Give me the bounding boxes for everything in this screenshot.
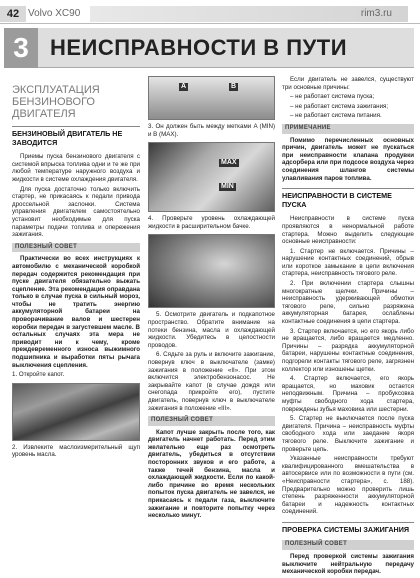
cause-item: – не работает система питания. (290, 112, 382, 120)
header-rule (0, 23, 420, 24)
paragraph: 5. Стартер не выключается после пуска двигателя. Причина – неисправность муфты свободного хода или заедание якоря тягового реле. Выключите зажигание и проверьте цепь. (282, 415, 414, 453)
section-title: ЭКСПЛУАТАЦИЯ БЕНЗИНОВОГО ДВИГАТЕЛЯ (12, 84, 100, 120)
step-caption: 3. Он должен быть между метками A (MIN) и B (MAX). (148, 123, 275, 138)
note-text: Помимо перечисленных основных причин, двигатель может не пускаться при неисправности клапана продувки адсорбера или при подсосе воздуха через соединения шлангов системы улавливания паров топлива. (282, 136, 414, 182)
step-caption: 4. Проверьте уровень охлаждающей жидкости в расширительном бачке. (148, 215, 275, 230)
paragraph: Указанные неисправности требуют квалифицированного вмешательства в автосервисе или по возможности в пути (см. «Неисправности стартера», с. 188). Предварительно можно проверить лишь степень разряженности аккумуляторной батареи и надежность контактных соединений. (282, 455, 414, 516)
useful-tip-text: Практически во всех инструкциях к автомобилю с механической коробкой передач содержится рекомендация при пуске двигателя обязательно выжать сцепление. Эта рекомендация оправдана только в случае пуска в сильный мороз, чтобы не тратить энергию аккумуляторной батареи на проворачивание валов и шестерен коробки передач в загустевшем масле. В остальных случаях эта мера не приводит ни к чему, кроме преждевременного износа выжимного подшипника и выработки пяты рычага выключения сцепления. (12, 255, 140, 369)
note-label: ПРИМЕЧАНИЕ (282, 124, 414, 134)
paragraph: Если двигатель не завелся, существуют три основные причины: (282, 76, 414, 91)
chapter-title: НЕИСПРАВНОСТИ В ПУТИ (50, 35, 348, 60)
paragraph: 6. Сядьте за руль и включите зажигание, повернув ключ в выключателе (замке) зажигания в положение «II». При этом включится электробензонасос. Не закрывайте капот (в случае дождя или снегопада прикройте его), пустите двигатель, повернув ключ в выключателе зажигания в положение «III». (148, 351, 275, 412)
chapter-banner (4, 28, 414, 68)
cause-item: – не работает система пуска; (290, 93, 375, 101)
paragraph: Для пуска достаточно только включить стартер, не прикасаясь к педали привода дроссельной заслонки. Система управления двигателем самостоятельно установит необходимые для пуска параметры подачи топлива и опережения зажигания. (12, 185, 140, 239)
step-caption: 1. Откройте капот. (12, 371, 65, 379)
useful-tip-label: ПОЛЕЗНЫЙ СОВЕТ (148, 416, 275, 426)
step-caption: 2. Извлеките маслоизмерительный щуп уровень масла. (12, 443, 140, 459)
paragraph: Неисправности в системе пуска проявляются в ненормальной работе стартера. Можно выделить следующие основные неисправности: (282, 215, 414, 246)
photo-label-a: A (181, 83, 187, 90)
engine-bay-photo (148, 234, 275, 308)
useful-tip-label: ПОЛЕЗНЫЙ СОВЕТ (12, 243, 140, 253)
paragraph: 3. Стартер включается, но его якорь либо не вращается, либо вращается медленно. Причины – разрядка аккумуляторной батареи, нарушены контактные соединения, подгорели контакты тягового реле, загрязнен коллектор или изношены щетки. (282, 327, 414, 373)
useful-tip-text: Капот лучше закрыть после того, как двигатель начнет работать. Перед этим желательно еще раз осмотреть двигатель, убедиться в отсутствии посторонних звуков и его работе, а также течей бензина, масла и охлаждающей жидкости. Если по какой-либо причине во время нескольких попыток пуска двигатель не завелся, не прикасаясь к педали газа, выключите зажигание и повторите попытку через несколько минут. (148, 428, 275, 520)
cause-item: – не работает система зажигания; (290, 102, 389, 110)
dipstick-photo (148, 76, 275, 120)
column-2 (148, 76, 275, 522)
column-3 (282, 76, 414, 578)
model-name: Volvo XC90 (28, 8, 81, 19)
paragraph: 5. Осмотрите двигатель и подкапотное пространство. Обратите внимание на потеки бензина, масла и охлаждающей жидкости. Убедитесь в целостности проводов. (148, 311, 275, 349)
photo-label-b: B (231, 83, 237, 90)
subsection-title: БЕНЗИНОВЫЙ ДВИГАТЕЛЬ НЕ ЗАВОДИТСЯ (12, 126, 140, 147)
page-number: 42 (0, 6, 26, 22)
photo-min-mark: MIN (221, 183, 234, 191)
engine-photo (12, 383, 140, 441)
useful-tip-text: Перед проверкой системы зажигания выключите нейтральную передачу механической коробки передач. (282, 553, 414, 576)
page-header (0, 0, 420, 24)
column-1 (12, 76, 140, 463)
photo-max-mark: MAX (221, 159, 237, 167)
section-title: НЕИСПРАВНОСТИ В СИСТЕМЕ ПУСКА (282, 188, 414, 209)
useful-tip-label: ПОЛЕЗНЫЙ СОВЕТ (282, 540, 414, 550)
paragraph: 2. При включении стартера слышны многократные щелчки. Причины – неисправность удерживающей обмотки тягового реле, сильно разряжена аккумуляторная батарея, ослаблены контактные соединения в цепи стартера. (282, 280, 414, 326)
chapter-number: 3 (4, 28, 38, 68)
site-name: rim3.ru (360, 8, 392, 19)
paragraph: 1. Стартер не включается. Причины – нарушение контактных соединений, обрыв или короткое замыкание в цепи включения стартера, неисправность тягового реле. (282, 247, 414, 278)
coolant-tank-photo (148, 142, 275, 212)
section-title: ПРОВЕРКА СИСТЕМЫ ЗАЖИГАНИЯ (282, 522, 414, 535)
paragraph: Приемы пуска бензинового двигателя с системой впрыска топлива одни и те же при любой температуре наружного воздуха и жидкости в системе охлаждения двигателя. (12, 153, 140, 183)
paragraph: 4. Стартер включается, его якорь вращается, но маховик остается неподвижным. Причина – пробуксовка муфты свободного хода стартера, повреждены зубья маховика или шестерни. (282, 375, 414, 413)
